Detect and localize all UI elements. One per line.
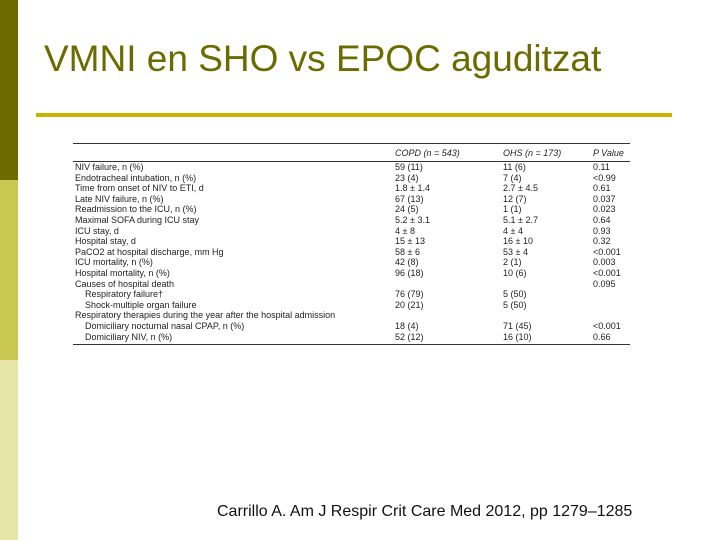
cell-ohs: 5 (50) xyxy=(503,289,527,300)
table-header-row xyxy=(73,144,630,161)
cell-measure: Respiratory therapies during the year after the hospital admission xyxy=(75,310,336,321)
cell-copd: 76 (79) xyxy=(395,289,424,300)
cell-measure: Late NIV failure, n (%) xyxy=(75,193,164,204)
cell-ohs: 16 (10) xyxy=(503,331,532,342)
cell-copd: 20 (21) xyxy=(395,299,424,310)
table-row xyxy=(73,321,630,332)
cell-ohs: 71 (45) xyxy=(503,320,532,331)
table-row xyxy=(73,257,630,268)
table-row xyxy=(73,194,630,205)
cell-ohs: 16 ± 10 xyxy=(503,236,533,247)
cell-ohs: 7 (4) xyxy=(503,172,522,183)
cell-p-value: 0.66 xyxy=(593,331,611,342)
table-row xyxy=(73,183,630,194)
cell-copd: 67 (13) xyxy=(395,193,424,204)
cell-copd: 4 ± 8 xyxy=(395,225,415,236)
cell-p-value: <0.99 xyxy=(593,172,616,183)
side-accent-bar-mid xyxy=(0,180,18,360)
table-row xyxy=(73,215,630,226)
cell-measure: Maximal SOFA during ICU stay xyxy=(75,214,200,225)
title-underline xyxy=(36,113,672,117)
cell-p-value: 0.61 xyxy=(593,183,611,194)
slide-title: VMNI en SHO vs EPOC aguditzat xyxy=(44,38,602,79)
cell-measure: ICU stay, d xyxy=(75,225,119,236)
cell-measure: Causes of hospital death xyxy=(75,278,175,289)
header-cell-p-value: P Value xyxy=(593,148,624,158)
cell-copd: 42 (8) xyxy=(395,257,419,268)
cell-p-value: 0.095 xyxy=(593,278,616,289)
cell-ohs: 10 (6) xyxy=(503,267,527,278)
cell-measure: Hospital stay, d xyxy=(75,236,136,247)
cell-ohs: 5.1 ± 2.7 xyxy=(503,214,538,225)
results-table xyxy=(73,143,630,345)
cell-measure: Hospital mortality, n (%) xyxy=(75,267,170,278)
table-row xyxy=(73,236,630,247)
cell-p-value: 0.32 xyxy=(593,236,611,247)
cell-ohs: 1 (1) xyxy=(503,204,522,215)
cell-ohs: 12 (7) xyxy=(503,193,527,204)
table-row xyxy=(73,310,630,321)
cell-copd: 58 ± 6 xyxy=(395,246,420,257)
cell-copd: 5.2 ± 3.1 xyxy=(395,214,430,225)
cell-ohs: 53 ± 4 xyxy=(503,246,528,257)
cell-measure: Domiciliary nocturnal nasal CPAP, n (%) xyxy=(85,320,245,331)
cell-p-value: <0.001 xyxy=(593,320,621,331)
table-row xyxy=(73,247,630,258)
cell-ohs: 2 (1) xyxy=(503,257,522,268)
cell-measure: PaCO2 at hospital discharge, mm Hg xyxy=(75,246,224,257)
table-row xyxy=(73,289,630,300)
side-accent-bar-dark xyxy=(0,0,18,180)
cell-p-value: 0.11 xyxy=(593,162,610,172)
table-row xyxy=(73,332,630,343)
table-row xyxy=(73,279,630,290)
cell-p-value: 0.037 xyxy=(593,193,616,204)
cell-p-value: <0.001 xyxy=(593,267,621,278)
cell-measure: Endotracheal intubation, n (%) xyxy=(75,172,197,183)
side-accent-bar-light xyxy=(0,360,18,540)
table-row xyxy=(73,300,630,311)
table-row xyxy=(73,268,630,279)
cell-copd: 15 ± 13 xyxy=(395,236,425,247)
cell-copd: 1.8 ± 1.4 xyxy=(395,183,430,194)
header-cell-ohs: OHS (n = 173) xyxy=(503,148,562,158)
cell-measure: NIV failure, n (%) xyxy=(75,162,144,172)
table-row xyxy=(73,173,630,184)
cell-copd: 23 (4) xyxy=(395,172,419,183)
citation: Carrillo A. Am J Respir Crit Care Med 2012, pp 1279–1285 xyxy=(217,503,633,520)
cell-measure: Readmission to the ICU, n (%) xyxy=(75,204,197,215)
cell-measure: Domiciliary NIV, n (%) xyxy=(85,331,173,342)
cell-p-value: <0.001 xyxy=(593,246,621,257)
cell-measure: Shock-multiple organ failure xyxy=(85,299,197,310)
table-row xyxy=(73,162,630,173)
table-row xyxy=(73,226,630,237)
cell-measure: ICU mortality, n (%) xyxy=(75,257,153,268)
cell-p-value: 0.003 xyxy=(593,257,616,268)
header-cell-copd: COPD (n = 543) xyxy=(395,148,460,158)
cell-measure: Time from onset of NIV to ETI, d xyxy=(75,183,204,194)
table-bottom-rule xyxy=(73,344,630,345)
cell-measure: Respiratory failure† xyxy=(85,289,164,300)
table-body xyxy=(73,162,630,342)
cell-copd: 24 (5) xyxy=(395,204,419,215)
table-row xyxy=(73,204,630,215)
cell-copd: 52 (12) xyxy=(395,331,424,342)
cell-ohs: 11 (6) xyxy=(503,162,526,172)
cell-ohs: 5 (50) xyxy=(503,299,527,310)
cell-ohs: 2.7 ± 4.5 xyxy=(503,183,538,194)
cell-copd: 59 (11) xyxy=(395,162,423,172)
cell-copd: 18 (4) xyxy=(395,320,419,331)
cell-ohs: 4 ± 4 xyxy=(503,225,523,236)
cell-p-value: 0.64 xyxy=(593,214,611,225)
cell-copd: 96 (18) xyxy=(395,267,424,278)
cell-p-value: 0.023 xyxy=(593,204,616,215)
cell-p-value: 0.93 xyxy=(593,225,611,236)
